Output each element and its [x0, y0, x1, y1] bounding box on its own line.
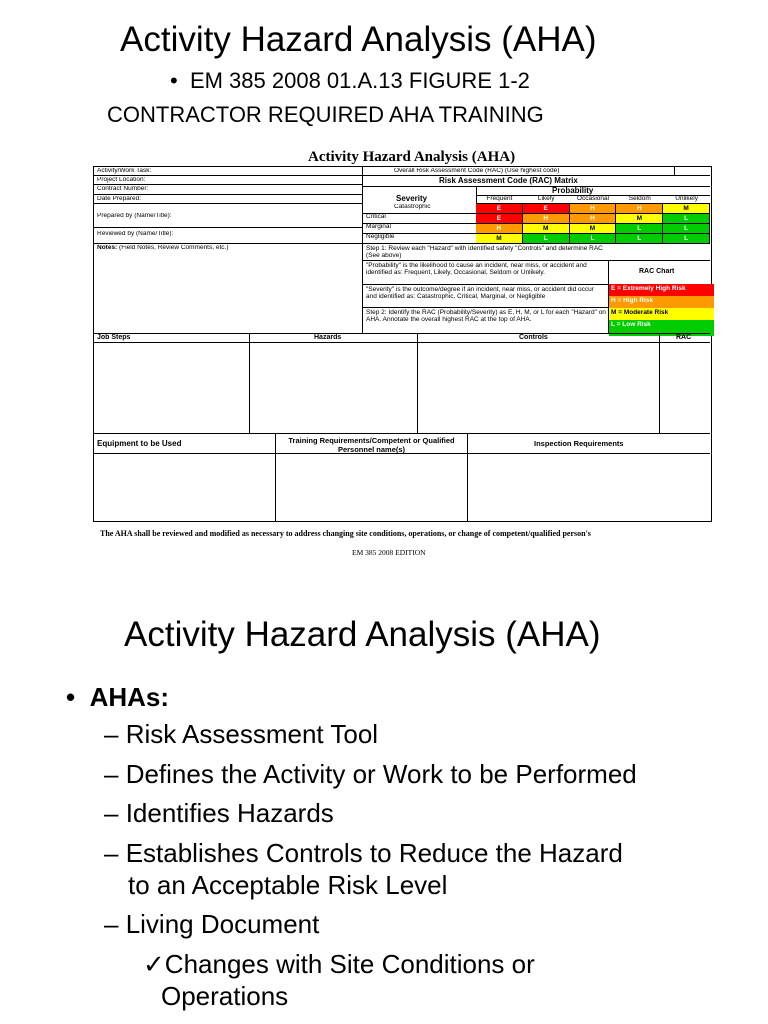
field-notes: Notes: (Field Notes, Review Comments, etc.): [97, 245, 229, 251]
aha-form: [93, 166, 712, 522]
slide2-bullet: [66, 682, 169, 713]
severity-row-negligible: Negligible: [366, 234, 395, 240]
legend-h: H = High Risk: [609, 296, 714, 312]
field-location: Project Location:: [97, 177, 146, 183]
rac-cell: H: [523, 214, 570, 224]
probability-definition: "Probability" is the likelihood to cause an incident, near miss, or accident and identified as: Frequent, Likely, Occasional, Seldom or Unlikely.: [366, 262, 587, 276]
rac-cell: L: [616, 234, 663, 244]
probability-header: Probability: [552, 187, 594, 195]
col-equipment: Equipment to be Used: [97, 440, 182, 448]
slide1-bullet: [170, 68, 530, 94]
severity-row-catastrophic: Catastrophic: [394, 204, 431, 210]
rac-cell: L: [616, 224, 663, 234]
list-item: – Establishes Controls to Reduce the Hazard: [104, 838, 623, 868]
rac-cell: M: [476, 234, 523, 244]
rac-cell: H: [616, 204, 663, 214]
bullet-dot: •: [66, 682, 90, 712]
probability-col-unlikely: Unlikely: [675, 196, 698, 202]
col-hazards: Hazards: [314, 334, 342, 341]
severity-row-critical: Critical: [366, 214, 386, 220]
sub-list-item: ✓Changes with Site Conditions or: [143, 949, 535, 979]
list-item: – Defines the Activity or Work to be Performed: [104, 759, 637, 789]
list-item: – Risk Assessment Tool: [104, 719, 379, 749]
field-activity: Activity/Work Task:: [97, 168, 152, 174]
legend-m: M = Moderate Risk: [609, 308, 714, 324]
rac-cell: E: [476, 204, 523, 214]
rac-cell: L: [663, 224, 710, 234]
rac-matrix-title: Risk Assessment Code (RAC) Matrix: [439, 177, 578, 185]
bullet-text: EM 385 2008 01.A.13 FIGURE 1-2: [189, 68, 530, 93]
legend-e: E = Extremely High Risk: [609, 284, 714, 300]
slide1-title: Activity Hazard Analysis (AHA): [120, 20, 597, 59]
rac-cell: H: [476, 224, 523, 234]
field-prepared: Prepared by (Name/Title):: [97, 213, 172, 219]
col-training: Training Requirements/Competent or Qualified Personnel name(s): [288, 436, 455, 454]
rac-cell: L: [523, 234, 570, 244]
col-job-steps: Job Steps: [97, 334, 131, 341]
field-contract: Contract Number:: [97, 186, 149, 192]
rac-cell: E: [476, 214, 523, 224]
slide1-subtitle: CONTRACTOR REQUIRED AHA TRAINING: [107, 102, 544, 127]
probability-col-frequent: Frequent: [486, 196, 513, 202]
legend-l: L = Low Risk: [609, 320, 714, 336]
list-item-cont: to an Acceptable Risk Level: [128, 870, 448, 900]
rac-cell: L: [663, 234, 710, 244]
form-edition: EM 385 2008 EDITION: [352, 548, 426, 557]
severity-header: Severity: [396, 195, 428, 203]
list-item: – Living Document: [104, 909, 320, 939]
bullet-dot: •: [170, 68, 190, 93]
rac-cell: M: [570, 224, 617, 234]
form-title: Activity Hazard Analysis (AHA): [308, 149, 516, 165]
col-inspection: Inspection Requirements: [534, 440, 624, 448]
check-icon: ✓: [143, 949, 165, 979]
field-reviewed: Reviewed by (Name/Title):: [97, 231, 174, 237]
probability-col-occasional: Occasional: [576, 196, 610, 202]
form-footer: The AHA shall be reviewed and modified as necessary to address changing site conditions, operations, or change of competent/qualified person's: [100, 529, 591, 538]
slide2-title: Activity Hazard Analysis (AHA): [124, 615, 601, 654]
probability-col-seldom: Seldom: [628, 196, 651, 202]
rac-cell: H: [570, 214, 617, 224]
step2-text: Step 2: Identify the RAC (Probability/Severity) as E, H, M, or L for each "Hazard" on AHA. Annotate the overall highest RAC at the top of AHA.: [366, 309, 606, 323]
list-item: – Identifies Hazards: [104, 798, 334, 828]
field-date: Date Prepared:: [97, 196, 142, 202]
rac-cell: M: [616, 214, 663, 224]
rac-chart-label: RAC Chart: [639, 268, 675, 275]
step1-text: Step 1: Review each "Hazard" with identified safety "Controls" and determine RAC (See above): [366, 245, 603, 259]
overall-rac: Overall Risk Assessment Code (RAC) (Use highest code): [394, 168, 560, 174]
rac-cell: L: [663, 214, 710, 224]
severity-definition: "Severity" is the outcome/degree if an incident, near miss, or accident did occur and identified as: Catastrophic, Critical, Marginal, or Negligible: [366, 286, 594, 300]
sub-list-item-cont: Operations: [161, 981, 289, 1011]
rac-cell: H: [570, 204, 617, 214]
severity-row-marginal: Marginal: [366, 224, 391, 230]
rac-cell: M: [663, 204, 710, 214]
rac-cell: L: [570, 234, 617, 244]
col-controls: Controls: [519, 334, 548, 341]
rac-cell: M: [523, 224, 570, 234]
bullet-text: AHAs:: [89, 682, 170, 712]
rac-cell: E: [523, 204, 570, 214]
probability-col-likely: Likely: [537, 196, 555, 202]
col-rac: RAC: [676, 334, 692, 341]
